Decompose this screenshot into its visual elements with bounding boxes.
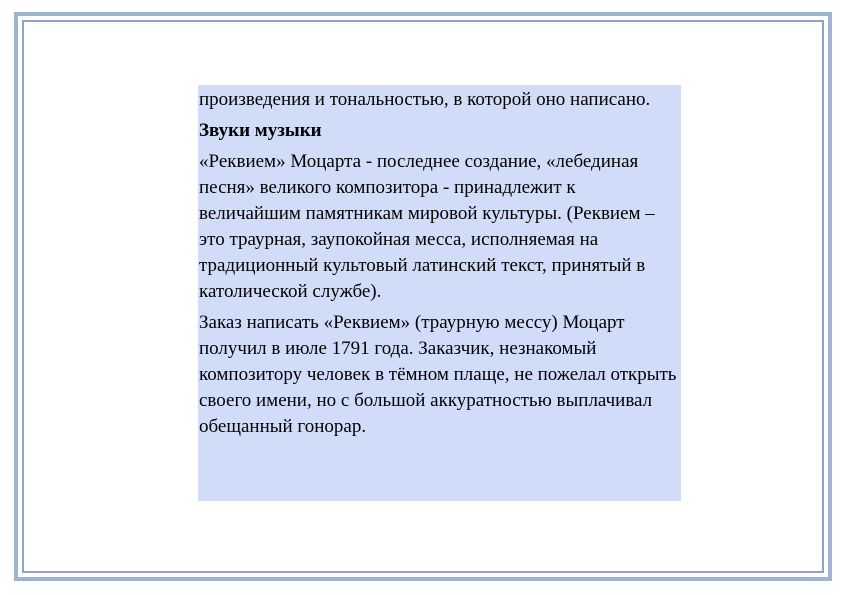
section-heading: Звуки музыки xyxy=(199,120,322,141)
paragraph-requiem-commission: Заказ написать «Реквием» (траурную мессу) Моцарт получил в июле 1791 года. Заказчик, незнакомый композитору человек в тёмном плаще, не пожелал открыть своего имени, но с большой аккуратностью выплачивал обещанный гонорар. xyxy=(199,312,677,437)
text-box xyxy=(198,85,681,501)
paragraph-continuation: произведения и тональностью, в которой оно написано. xyxy=(199,89,651,110)
paragraph-requiem-description: «Реквием» Моцарта - последнее создание, «лебединая песня» великого композитора - принадлежит к величайшим памятникам мировой культуры. (Реквием – это траурная, заупокойная месса, исполняемая на традиционный культовый латинский текст, принятый в католической службе). xyxy=(199,151,655,302)
